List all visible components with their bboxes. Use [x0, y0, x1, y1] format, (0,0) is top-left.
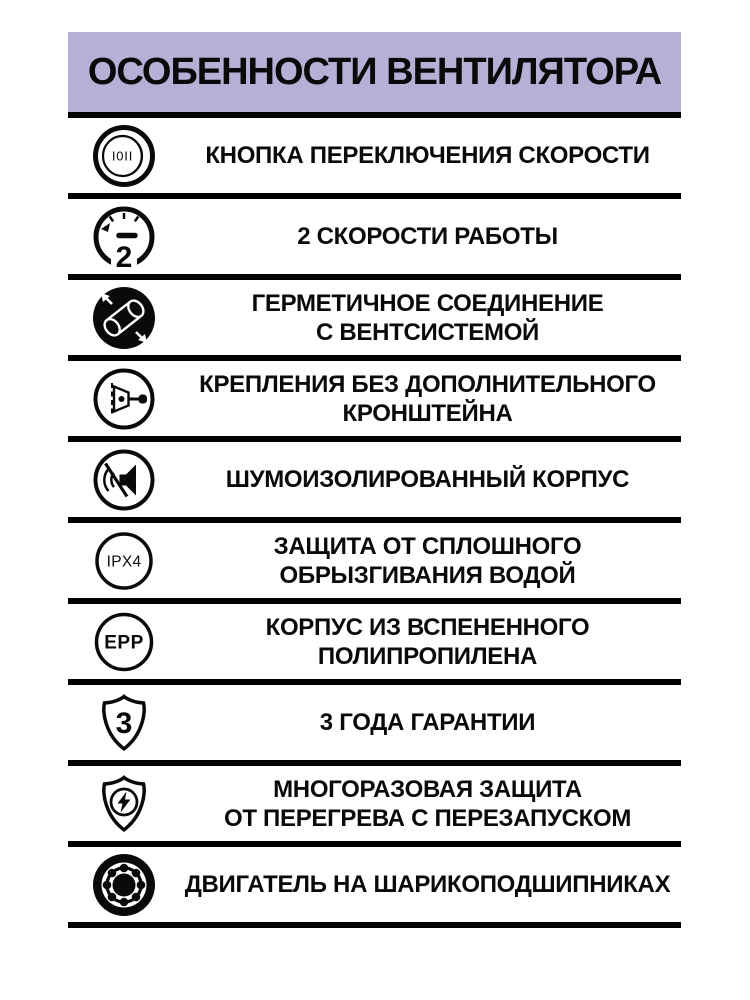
feature-row-ball-bearing	[68, 847, 681, 922]
ipx4-rating-icon	[68, 529, 180, 593]
noise-insulation-icon	[68, 448, 180, 512]
epp-material-icon	[68, 610, 180, 674]
feature-text: КНОПКА ПЕРЕКЛЮЧЕНИЯ СКОРОСТИ	[205, 142, 650, 169]
feature-row-two-speeds	[68, 199, 681, 274]
svg-text:IPX4: IPX4	[106, 553, 142, 570]
feature-text: ЗАЩИТА ОТ СПЛОШНОГО ОБРЫЗГИВАНИЯ ВОДОЙ	[273, 532, 582, 589]
feature-text: 3 ГОДА ГАРАНТИИ	[319, 709, 536, 736]
content-column	[68, 32, 681, 928]
mounting-bracket-icon	[68, 367, 180, 431]
svg-text:3: 3	[115, 706, 133, 740]
feature-row-epp	[68, 604, 681, 679]
page-title: ОСОБЕННОСТИ ВЕНТИЛЯТОРА	[68, 32, 681, 112]
duct-connection-icon	[68, 286, 180, 350]
ball-bearing-icon	[68, 853, 180, 917]
overheat-protection-shield-icon	[68, 772, 180, 836]
svg-text:2: 2	[115, 240, 133, 274]
feature-text: ГЕРМЕТИЧНОЕ СОЕДИНЕНИЕ С ВЕНТСИСТЕМОЙ	[251, 289, 604, 346]
speed-switch-button-icon	[68, 124, 180, 188]
feature-text: 2 СКОРОСТИ РАБОТЫ	[297, 223, 558, 250]
feature-row-duct-connection	[68, 280, 681, 355]
svg-text:I0II: I0II	[111, 148, 134, 163]
feature-text: МНОГОРАЗОВАЯ ЗАЩИТА ОТ ПЕРЕГРЕВА С ПЕРЕЗАПУСКОМ	[223, 775, 632, 832]
feature-row-ipx4	[68, 523, 681, 598]
feature-row-speed-button	[68, 118, 681, 193]
feature-row-warranty	[68, 685, 681, 760]
feature-text: КОРПУС ИЗ ВСПЕНЕННОГО ПОЛИПРОПИЛЕНА	[265, 613, 590, 670]
feature-text: КРЕПЛЕНИЯ БЕЗ ДОПОЛНИТЕЛЬНОГО КРОНШТЕЙНА	[199, 370, 656, 427]
feature-text: ШУМОИЗОЛИРОВАННЫЙ КОРПУС	[225, 466, 630, 493]
feature-text: ДВИГАТЕЛЬ НА ШАРИКОПОДШИПНИКАХ	[184, 871, 671, 898]
svg-text:EPP: EPP	[104, 632, 144, 653]
warranty-shield-icon	[68, 691, 180, 755]
two-speeds-gauge-icon	[68, 205, 180, 274]
separator	[68, 922, 681, 928]
feature-row-mounting	[68, 361, 681, 436]
feature-row-overheat-protection	[68, 766, 681, 841]
feature-row-noise-insulation	[68, 442, 681, 517]
